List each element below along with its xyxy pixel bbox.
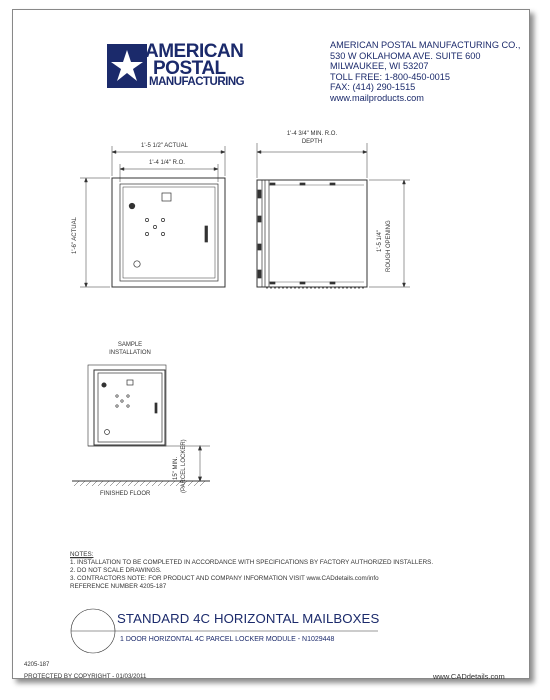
notes-block xyxy=(70,551,433,591)
note-item: REFERENCE NUMBER 4205-187 xyxy=(70,583,167,590)
logo-line-american: AMERICAN xyxy=(145,41,244,62)
dim-ro-width: 1'-4 1/4" R.O. xyxy=(149,160,185,166)
finished-floor xyxy=(72,481,210,486)
dim-actual-height: 1'-6" ACTUAL xyxy=(72,217,78,254)
drawing-subtitle: 1 DOOR HORIZONTAL 4C PARCEL LOCKER MODULE - N1029448 xyxy=(120,636,335,643)
copyright-text: PROTECTED BY COPYRIGHT - 01/03/2011 xyxy=(24,673,147,680)
note-item: 1. INSTALLATION TO BE COMPLETED IN ACCORDANCE WITH SPECIFICATIONS BY FACTORY AUTHORIZED INSTALLERS. xyxy=(70,559,434,566)
dim-depth-line2: DEPTH xyxy=(301,139,323,145)
dim-rough-line1: 1'-5 1/4" xyxy=(377,230,383,252)
company-tollfree: TOLL FREE: 1-800-450-0015 xyxy=(330,71,451,82)
company-name: AMERICAN POSTAL MANUFACTURING CO., xyxy=(330,40,521,50)
dim-depth-line1: 1'-4 3/4" MIN. R.O. xyxy=(286,131,338,137)
drawing-title: STANDARD 4C HORIZONTAL MAILBOXES xyxy=(117,611,380,626)
caddetails-link[interactable]: www.CADdetails.com xyxy=(433,672,505,681)
front-view xyxy=(112,178,225,287)
reference-number: 4205-187 xyxy=(24,662,50,668)
logo-line-manufacturing: MANUFACTURING xyxy=(149,76,245,88)
note-item: 2. DO NOT SCALE DRAWINGS. xyxy=(70,567,162,574)
dim-actual-width: 1'-5 1/2" ACTUAL xyxy=(141,143,188,149)
min-height-line1: 15" MIN. xyxy=(173,456,179,480)
company-address-2: MILWAUKEE, WI 53207 xyxy=(330,61,429,72)
sample-label-line2: INSTALLATION xyxy=(109,350,151,356)
finished-floor-label: FINISHED FLOOR xyxy=(100,491,151,497)
company-website[interactable]: www.mailproducts.com xyxy=(330,92,424,103)
logo-line-postal: POSTAL xyxy=(153,58,226,79)
front-dimensions xyxy=(80,146,225,287)
company-address-1: 530 W OKLAHOMA AVE. SUITE 600 xyxy=(330,50,481,61)
notes-heading: NOTES: xyxy=(70,551,94,558)
sample-label-line1: SAMPLE xyxy=(117,342,143,348)
side-view xyxy=(257,180,367,288)
min-height-line2: (PARCEL LOCKER) xyxy=(181,439,187,493)
dim-rough-line2: ROUGH OPENING xyxy=(386,220,392,272)
sample-installation xyxy=(88,365,210,481)
note-item: 3. CONTRACTORS NOTE: FOR PRODUCT AND COMPANY INFORMATION VISIT www.CADdetails.com/info xyxy=(70,575,379,582)
company-fax: FAX: (414) 290-1515 xyxy=(330,82,416,93)
